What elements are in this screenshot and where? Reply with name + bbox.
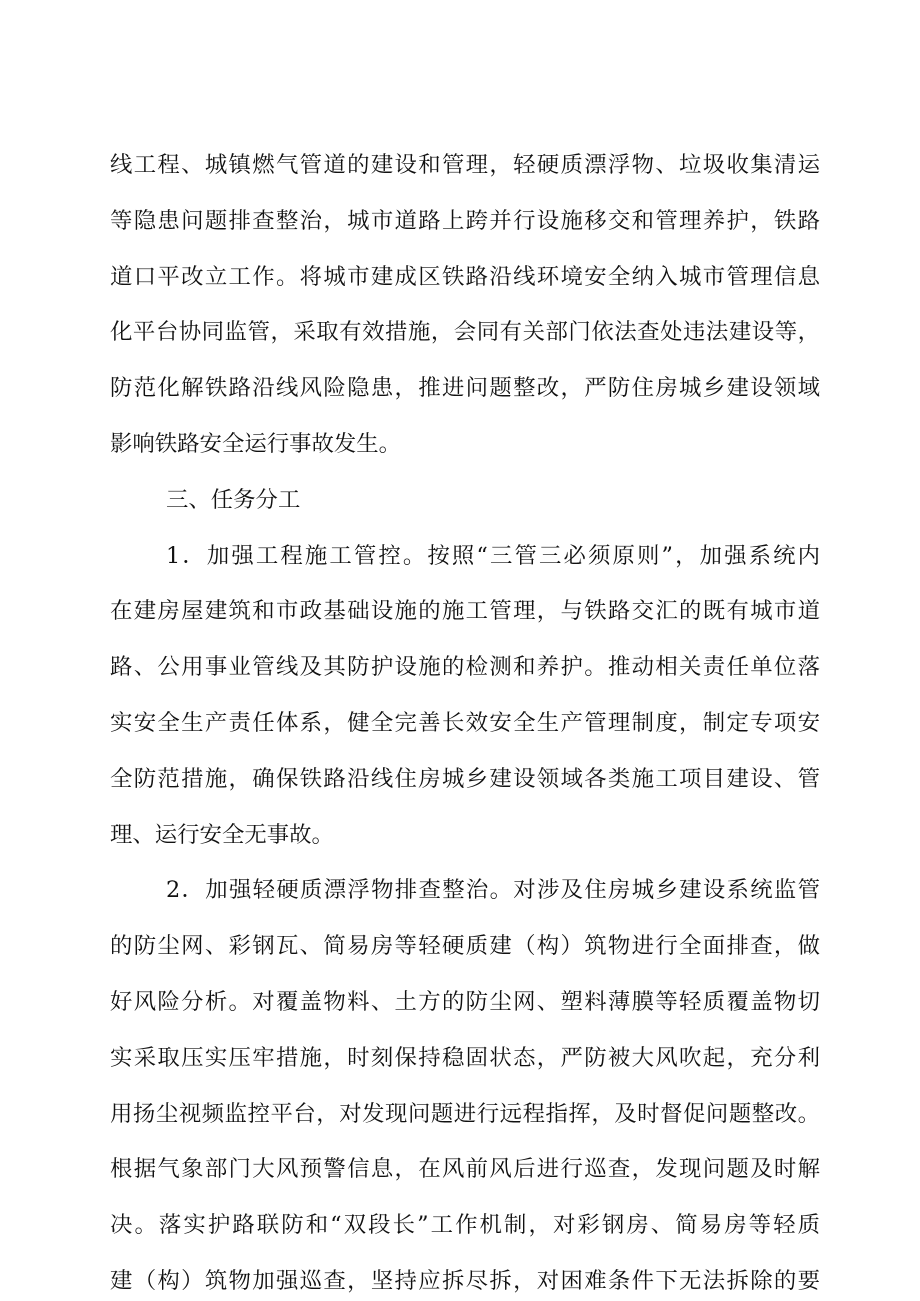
paragraph-line: 道口平改立工作。将城市建成区铁路沿线环境安全纳入城市管理信息 <box>110 263 820 290</box>
paragraph-line: 的防尘网、彩钢瓦、简易房等轻硬质建（构）筑物进行全面排查，做 <box>110 933 820 960</box>
paragraph-first-line: 1．加强工程施工管控。按照“三管三必须原则”，加强系统内 <box>166 542 820 569</box>
paragraph-line: 决。落实护路联防和“双段长”工作机制，对彩钢房、简易房等轻质 <box>110 1212 820 1239</box>
paragraph-line: 等隐患问题排查整治，城市道路上跨并行设施移交和管理养护，铁路 <box>110 207 820 234</box>
section-heading: 三、任务分工 <box>166 486 301 513</box>
paragraph-line: 影响铁路安全运行事故发生。 <box>110 431 402 457</box>
paragraph-line: 建（构）筑物加强巡查，坚持应拆尽拆，对困难条件下无法拆除的要 <box>110 1268 820 1294</box>
paragraph-line: 全防范措施，确保铁路沿线住房城乡建设领域各类施工项目建设、管 <box>110 765 820 792</box>
paragraph-line: 根据气象部门大风预警信息，在风前风后进行巡查，发现问题及时解 <box>110 1156 820 1183</box>
paragraph-line: 理、运行安全无事故。 <box>110 821 334 848</box>
paragraph-line: 在建房屋建筑和市政基础设施的施工管理，与铁路交汇的既有城市道 <box>110 598 820 625</box>
paragraph-line: 路、公用事业管线及其防护设施的检测和养护。推动相关责任单位落 <box>110 654 820 681</box>
paragraph-line: 好风险分析。对覆盖物料、土方的防尘网、塑料薄膜等轻质覆盖物切 <box>110 989 820 1015</box>
paragraph-line: 防范化解铁路沿线风险隐患，推进问题整改，严防住房城乡建设领域 <box>110 375 820 402</box>
paragraph-line: 实安全生产责任体系，健全完善长效安全生产管理制度，制定专项安 <box>110 710 820 736</box>
paragraph-line: 用扬尘视频监控平台，对发现问题进行远程指挥，及时督促问题整改。 <box>110 1100 820 1127</box>
paragraph-line: 实采取压实压牢措施，时刻保持稳固状态，严防被大风吹起，充分利 <box>110 1044 820 1071</box>
paragraph-line: 线工程、城镇燃气管道的建设和管理，轻硬质漂浮物、垃圾收集清运 <box>110 152 820 178</box>
paragraph-first-line: 2．加强轻硬质漂浮物排查整治。对涉及住房城乡建设系统监管 <box>166 877 820 904</box>
paragraph-line: 化平台协同监管，采取有效措施，会同有关部门依法查处违法建设等， <box>110 319 820 346</box>
